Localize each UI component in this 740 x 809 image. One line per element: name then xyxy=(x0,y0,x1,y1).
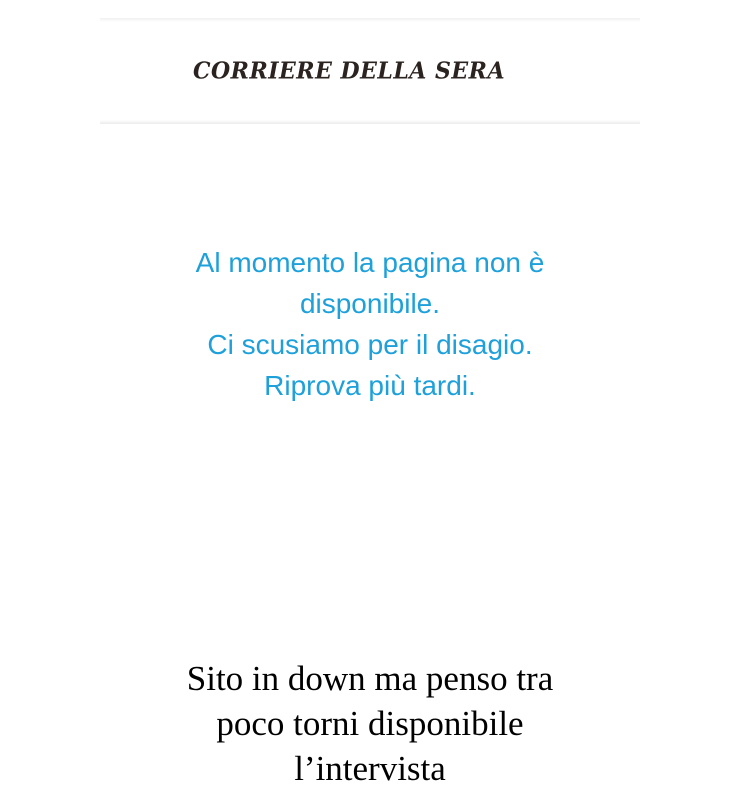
site-header xyxy=(100,18,640,124)
unavailable-message xyxy=(0,242,740,406)
header-top-divider xyxy=(100,18,640,22)
story-caption-line: Sito in down ma penso tra xyxy=(186,659,554,698)
unavailable-message-line: Ci scusiamo per il disagio. xyxy=(207,329,533,360)
story-caption-line: l’intervista xyxy=(294,749,446,788)
header-bottom-divider xyxy=(100,120,640,124)
story-caption-line: poco torni disponibile xyxy=(216,704,524,743)
corriere-della-sera-logo[interactable]: CORRIERE DELLA SERA xyxy=(193,57,506,85)
unavailable-message-line: Al momento la pagina non è xyxy=(195,247,545,278)
story-caption xyxy=(0,656,740,791)
unavailable-message-line: Riprova più tardi. xyxy=(264,370,476,401)
unavailable-message-line: disponibile. xyxy=(299,288,441,319)
